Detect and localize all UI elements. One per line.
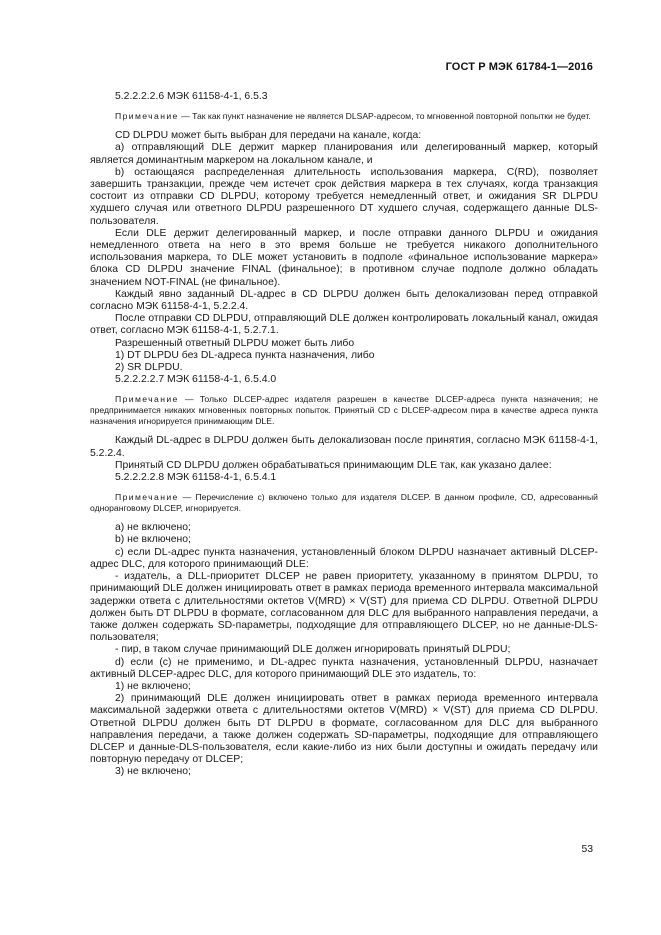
body-paragraph: 5.2.2.2.2.8 МЭК 61158-4-1, 6.5.4.1	[115, 472, 277, 484]
body-paragraph: a) отправляющий DLE держит маркер планирования или делегированный маркер, который является доминантным маркером на локальном канале, и	[90, 142, 598, 166]
body-paragraph: 5.2.2.2.2.6 МЭК 61158-4-1, 6.5.3	[115, 91, 268, 102]
document-body	[90, 91, 598, 779]
note-text: — Перечисление с) включено только для издателя DLCEP. В данном профиле, CD, адресованный одноранговому DLCEP, игнорируется.	[90, 492, 598, 514]
body-paragraph: - пир, в таком случае принимающий DLE должен игнорировать принятый DLPDU;	[115, 644, 511, 656]
body-paragraph: CD DLPDU может быть выбран для передачи на канале, когда:	[115, 130, 422, 142]
page-number: 53	[581, 844, 593, 855]
body-paragraph: b) остающаяся распределенная длительность использования маркера, C(RD), позволяет завершить транзакции, прежде чем истечет срок действия маркера в тех случаях, когда транзакция состоит из отправки CD DLPDU, которому требуется немедленный ответ, и ожидания SR DLPDU худшего случая или ответного DLPDU разрешенного DT худшего случая, содержащего данные DLS-пользователя.	[90, 166, 598, 227]
note-paragraph	[90, 111, 598, 122]
document-header: ГОСТ Р МЭК 61784-1—2016	[445, 61, 593, 73]
body-paragraph: Каждый явно заданный DL-адрес в CD DLPDU должен быть делокализован перед отправкой согласно МЭК 61158-4-1, 5.2.2.4.	[90, 288, 598, 313]
note-paragraph	[90, 394, 598, 427]
note-label: Примечание	[115, 394, 179, 405]
body-paragraph: d) если (c) не применимо, и DL-адрес пункта назначения, установленный DLPDU, назначает активный DLCEP-адрес DLC, для которого принимающий DLE это издатель, то:	[90, 656, 598, 680]
body-paragraph: c) если DL-адрес пункта назначения, установленный блоком DLPDU назначает активный DLCEP-адрес DLC, для которого принимающий DLE:	[90, 546, 598, 570]
note-label: Примечание	[115, 492, 179, 503]
body-paragraph: После отправки CD DLPDU, отправляющий DLE должен контролировать локальный канал, ожидая ответ, согласно МЭК 61158-4-1, 5.2.7.1.	[90, 313, 598, 337]
body-paragraph: 3) не включено;	[115, 766, 191, 778]
body-paragraph: b) не включено;	[115, 534, 191, 546]
body-paragraph: Если DLE держит делегированный маркер, и после отправки данного DLPDU и ожидания немедленного ответа на него в это время больше не требуется никакого дополнительного использования маркера, то DLE может установить в подполе «финальное использование маркера» блока CD DLPDU значение FINAL (финальное); в противном случае подполе должно обладать значением NOT-FINAL (не финальное).	[90, 227, 598, 288]
body-paragraph: Каждый DL-адрес в DLPDU должен быть делокализован после принятия, согласно МЭК 61158-4-1, 5.2.2.4.	[90, 435, 598, 459]
note-paragraph	[90, 492, 598, 514]
body-paragraph: 5.2.2.2.2.7 МЭК 61158-4-1, 6.5.4.0	[115, 374, 277, 386]
body-paragraph: 2) принимающий DLE должен инициировать ответ в рамках периода временного интервала максимальной задержки ответа с длительностями октетов V(MRD) × V(ST) для приема CD DLPDU. Ответной DLPDU должен быть DT DLPDU в формате, согласованном для DLC для выбранного направления передачи, а также должен содержать SD-параметры, подходящие для отправляющего DLCEP и данные-DLS-пользователя, если какие-либо из них были доступны и ожидать передачу или повторную передачу от DLCEP;	[90, 693, 598, 766]
note-text: — Только DLCEP-адрес издателя разрешен в качестве DLCEP-адреса пункта назначения; не предпринимается никаких мгновенных повторных попыток. Принятый CD с DLCEP-адресом пира в качестве адреса пункта назначения игнорируется принимающим DLE.	[90, 394, 598, 427]
body-paragraph: Принятый CD DLPDU должен обрабатываться принимающим DLE так, как указано далее:	[115, 459, 552, 471]
body-paragraph: 1) DT DLPDU без DL-адреса пункта назначения, либо	[115, 349, 375, 361]
body-paragraph: 1) не включено;	[115, 680, 191, 692]
body-paragraph: - издатель, а DLL-приоритет DLCEP не равен приоритету, указанному в принятом DLPDU, то принимающий DLE должен инициировать ответ в рамках периода временного интервала максимальной задержки ответа с длительностями октетов V(MRD) × V(ST) для приема CD DLPDU. Ответной DLPDU должен быть DT DLPDU в формате, согласованном для DLC для выбранного направления передачи, а также должен содержать SD-параметры, подходящие для отправляющего DLCEP, но не данные-DLS-пользователя;	[90, 571, 598, 644]
body-paragraph: a) не включено;	[115, 522, 191, 534]
note-label: Примечание	[115, 111, 179, 122]
body-paragraph: Разрешенный ответный DLPDU может быть либо	[115, 337, 355, 349]
note-text: — Так как пункт назначение не является DLSAP-адресом, то мгновенной повторной попытки не будет.	[178, 111, 591, 122]
body-paragraph: 2) SR DLPDU.	[115, 362, 183, 374]
